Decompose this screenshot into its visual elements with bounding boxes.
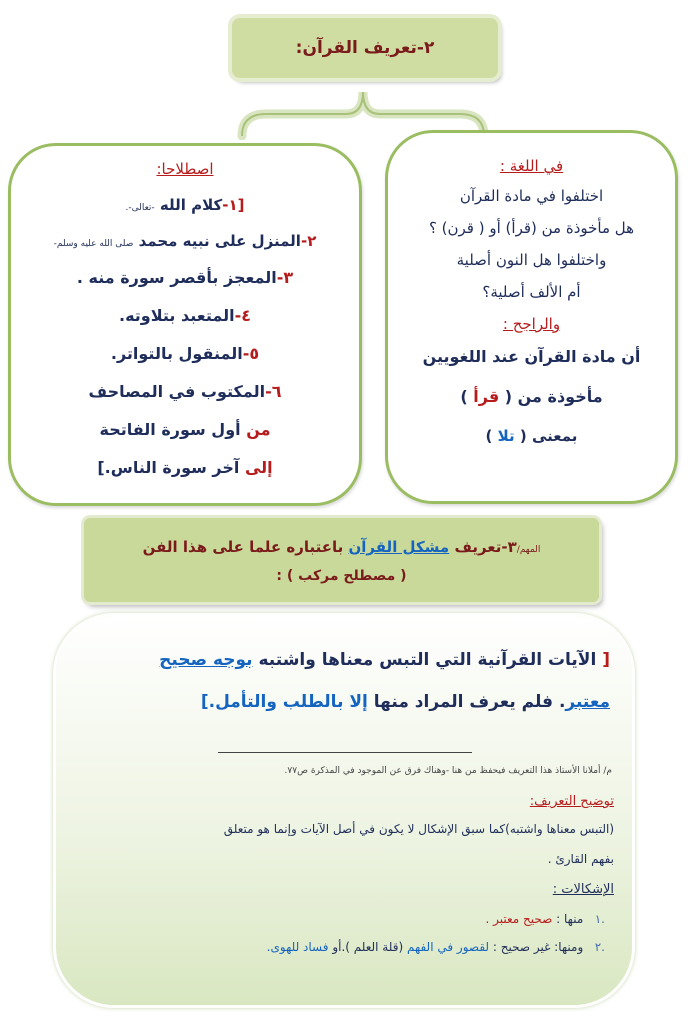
- rajih-line-3: [388, 427, 675, 445]
- mushkil-line-1: [84, 538, 599, 556]
- item-4-number: ٤-: [234, 306, 251, 325]
- item-2-small: صلى الله عليه وسلم-: [53, 239, 134, 249]
- definition-line-2-text: . فلم يعرف المراد منها: [373, 692, 566, 712]
- explain-line-1: (التبس معناها واشتبه)كما سبق الإشكال لا يكون في أصل الآيات وإنما هو متعلق: [223, 822, 614, 836]
- explain-line-2: بفهم القارئ .: [547, 852, 614, 866]
- lugha-line-4: أم الألف أصلية؟: [482, 283, 581, 301]
- item-4-text: المتعبد بتلاوته.: [119, 306, 235, 325]
- mushkil-small-prefix: المهم/: [516, 545, 541, 555]
- istilahan-item-1: [11, 196, 359, 214]
- istilahan-item-3: [11, 268, 359, 287]
- definition-bracket: [: [602, 650, 610, 670]
- rajih-line-2-post: ): [460, 387, 468, 406]
- item-1-text: كلام الله: [159, 196, 223, 214]
- item-7-word: من: [246, 420, 271, 439]
- ishkalat-point-2: [100, 940, 605, 954]
- istilahan-panel: [8, 143, 362, 506]
- explain-heading: توضيح التعريف:: [529, 794, 614, 809]
- definition-note: م/ أملانا الأستاذ هذا التعريف فيحفظ من هنا -وهناك فرق عن الموجود في المذكرة ص٧٧.: [284, 766, 612, 776]
- rajih-line-3-post: ): [485, 427, 493, 445]
- note-divider: [218, 752, 472, 753]
- istilahan-item-4: [11, 306, 359, 325]
- ishkalat-point-1: [100, 912, 605, 926]
- point-2-blue-1: لقصور في الفهم: [406, 940, 490, 954]
- rajih-line-2-pre: مأخوذة من (: [504, 387, 603, 406]
- mushkil-rest: باعتباره علما على هذا الفن: [142, 538, 344, 556]
- definition-line-2: [80, 692, 610, 712]
- ishkalat-heading: الإشكالات :: [552, 882, 614, 897]
- definition-line-1: [80, 650, 610, 670]
- istilahan-item-2: [11, 232, 359, 250]
- istilahan-item-5: [11, 344, 359, 363]
- istilahan-item-6: [11, 382, 359, 401]
- item-1-number: ١-: [222, 196, 238, 214]
- mushkil-line-2: ( مصطلح مركب ) :: [276, 568, 407, 584]
- item-7-text: أول سورة الفاتحة: [99, 420, 241, 439]
- definition-line-1-text: الآيات القرآنية التي التبس معناها واشتبه: [258, 650, 597, 670]
- item-3-text: المعجز بأقصر سورة منه .: [76, 268, 277, 287]
- item-8-text: آخر سورة الناس.]: [97, 458, 240, 477]
- item-5-text: المنقول بالتواتر.: [110, 344, 243, 363]
- mushkil-number: ٣-: [501, 538, 517, 556]
- rajih-line-1: أن مادة القرآن عند اللغويين: [422, 347, 641, 366]
- istilahan-item-8: [11, 458, 359, 477]
- point-2-text-2: (قلة العلم ).أو: [332, 940, 404, 954]
- rajih-word-qara: قرأ: [473, 387, 500, 406]
- lugha-line-2: هل مأخوذة من (قرأ) أو ( قرن) ؟: [428, 219, 635, 237]
- item-2-number: ٢-: [300, 232, 317, 250]
- item-5-number: ٥-: [242, 344, 260, 363]
- point-1-text: منها :: [556, 912, 584, 926]
- istilahan-item-7: [11, 420, 359, 439]
- item-2-text: المنزل على نبيه محمد: [138, 232, 301, 250]
- point-2-text-1: ومنها: غير صحيح :: [492, 940, 584, 954]
- point-2-blue-2: فساد للهوى.: [266, 940, 329, 954]
- rajih-heading: والراجح :: [502, 315, 561, 333]
- definition-link-mutabar[interactable]: معتبر: [565, 692, 610, 712]
- lugha-panel: [385, 130, 678, 504]
- item-1-small: -تعالى-.: [125, 203, 155, 213]
- page-title-text: ٢-تعريف القرآن:: [295, 38, 435, 58]
- rajih-line-3-pre: بمعنى (: [519, 427, 578, 445]
- point-1-number: .١: [594, 912, 605, 926]
- mushkil-link[interactable]: مشكل القرآن: [348, 538, 450, 556]
- definition-link-sahih[interactable]: بوجه صحيح: [159, 650, 253, 670]
- mushkil-banner: [84, 518, 599, 602]
- mushkil-label: تعريف: [454, 538, 502, 556]
- lugha-line-3: واختلفوا هل النون أصلية: [456, 251, 607, 269]
- point-2-number: .٢: [594, 940, 605, 954]
- item-6-number: ٦-: [265, 382, 282, 401]
- point-1-red: صحيح معتبر .: [485, 912, 553, 926]
- page-title: [232, 18, 498, 78]
- rajih-line-2: [388, 387, 675, 406]
- item-3-number: ٣-: [276, 268, 294, 287]
- item-1-bracket: [: [237, 196, 245, 214]
- istilahan-heading: اصطلاحا:: [156, 160, 214, 178]
- lugha-heading: في اللغة :: [499, 157, 564, 175]
- definition-line-2-tail: إلا بالطلب والتأمل.]: [200, 692, 368, 712]
- lugha-line-1: اختلفوا في مادة القرآن: [459, 187, 604, 205]
- item-6-text: المكتوب في المصاحف: [88, 382, 266, 401]
- item-8-word: إلى: [244, 458, 273, 477]
- rajih-word-tala: تلا: [497, 427, 515, 445]
